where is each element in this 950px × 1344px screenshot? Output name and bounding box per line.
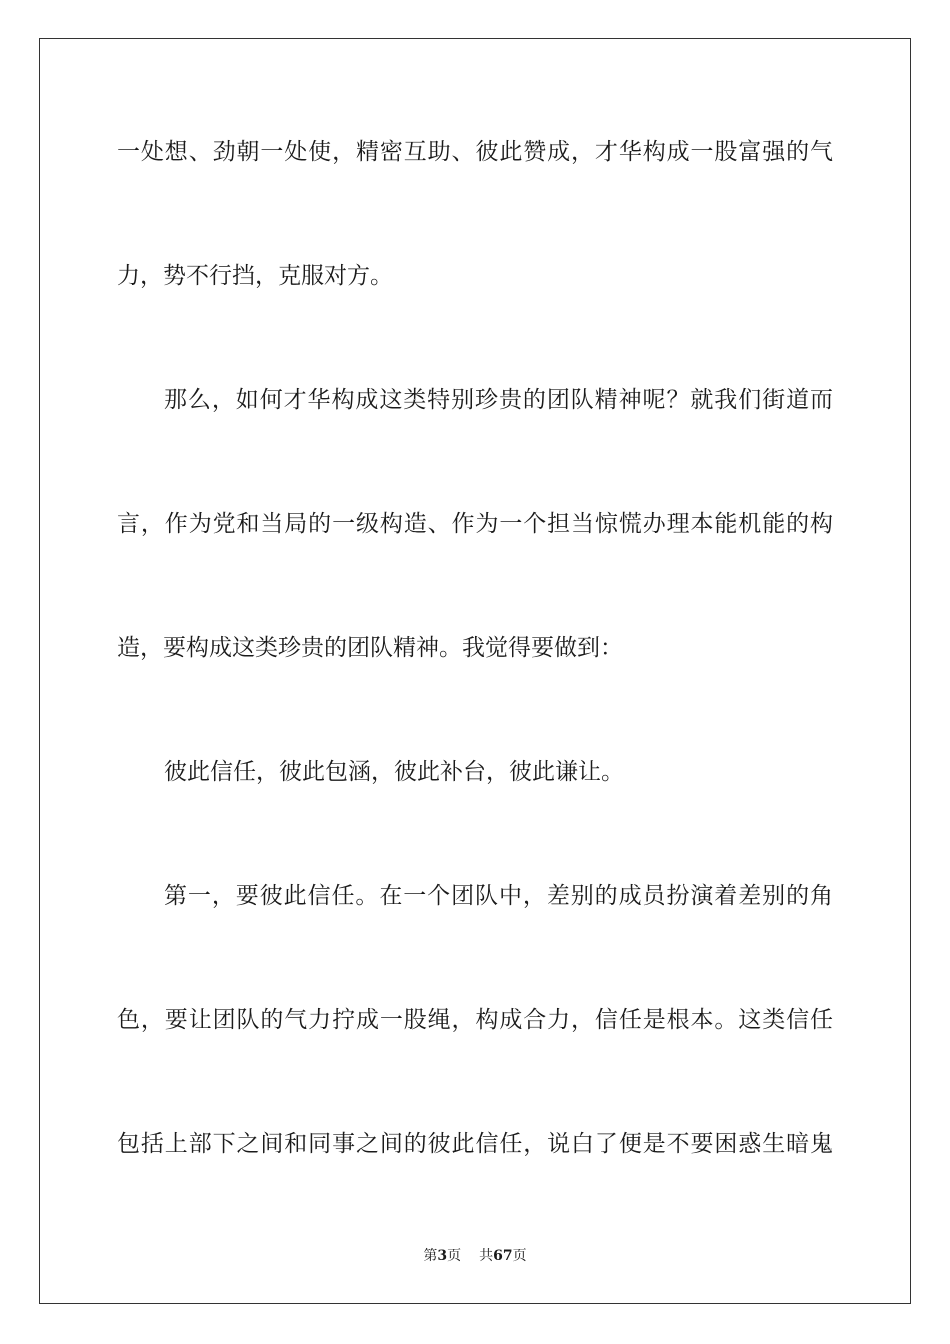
body-line-9: 包括上部下之间和同事之间的彼此信任，说白了便是不要困惑生暗鬼 [117,1131,833,1157]
body-line-2: 力，势不行挡，克服对方。 [117,263,393,289]
body-line-8: 色，要让团队的气力拧成一股绳，构成合力，信任是根本。这类信任 [117,1007,833,1033]
page-border [39,38,911,1304]
body-line-5: 造，要构成这类珍贵的团队精神。我觉得要做到： [117,635,623,661]
body-line-6: 彼此信任，彼此包涵，彼此补台，彼此谦让。 [164,759,624,785]
footer-total-prefix: 共 [479,1248,494,1264]
footer-total-suffix: 页 [512,1248,527,1264]
body-line-1: 一处想、劲朝一处使，精密互助、彼此赞成，才华构成一股富强的气 [117,139,833,165]
footer-page-suffix: 页 [447,1248,462,1264]
footer-total-pages: 67 [493,1248,513,1264]
footer-page-prefix: 第 [423,1248,438,1264]
body-line-7: 第一，要彼此信任。在一个团队中，差别的成员扮演着差别的角 [164,883,833,909]
footer-page-number: 3 [437,1248,448,1264]
body-line-4: 言，作为党和当局的一级构造、作为一个担当惊慌办理本能机能的构 [117,511,833,537]
body-line-3: 那么，如何才华构成这类特别珍贵的团队精神呢？就我们街道而 [164,387,833,413]
page-footer [0,1247,950,1265]
